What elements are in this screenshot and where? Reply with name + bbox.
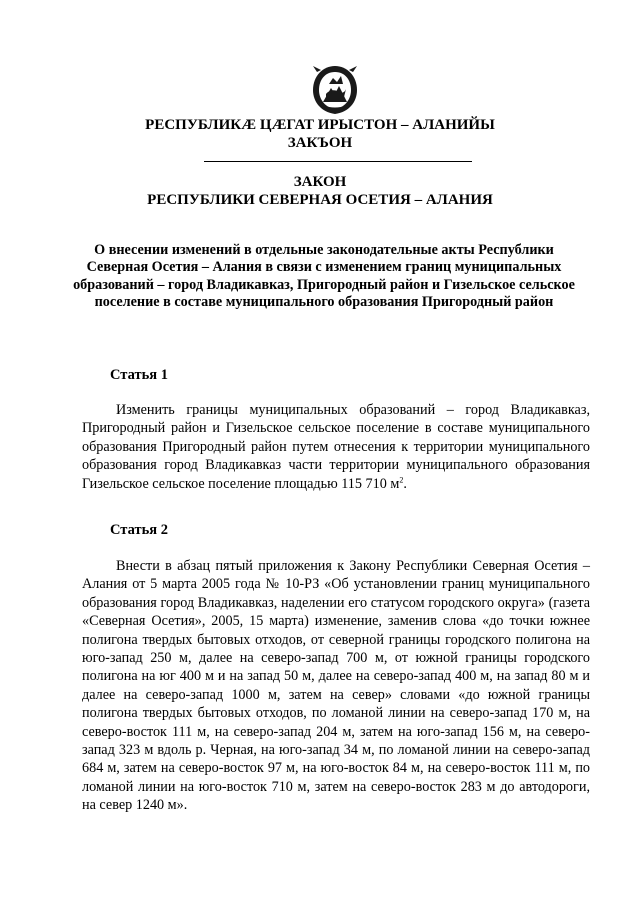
coat-of-arms-emblem — [309, 64, 361, 116]
republic-name-ossetian: РЕСПУБЛИКӔ ЦӔГАТ ИРЫСТОН – АЛАНИЙЫ — [145, 117, 495, 133]
divider-line — [204, 161, 472, 162]
law-heading-russian: ЗАКОН — [293, 174, 347, 190]
article-1-body: Изменить границы муниципальных образований – город Владикавказ, Пригородный район и Гизельское сельское поселение в составе муниципального образования Пригородный район путем отнесения к территории муниципального образования город Владикавказ части территории муниципального образования Гизельское сельское поселение площадью 115 710 м — [82, 402, 590, 492]
law-title: О внесении изменений в отдельные законодательные акты Республики Северная Осетия – Алания в связи с изменением границ муниципальных образований – город Владикавказ, Пригородный район и Гизельское сельское поселение в составе муниципального образования Пригородный район — [73, 242, 575, 311]
article-1-text — [82, 401, 590, 493]
article-1-end: . — [403, 475, 407, 492]
law-heading-ossetian: ЗАКЪОН — [287, 135, 353, 151]
article-1-heading: Статья 1 — [110, 367, 168, 383]
republic-name-russian: РЕСПУБЛИКИ СЕВЕРНАЯ ОСЕТИЯ – АЛАНИЯ — [147, 192, 493, 208]
area-unit-superscript: 2 — [399, 474, 404, 484]
article-2-heading: Статья 2 — [110, 522, 168, 538]
article-2-text: Внести в абзац пятый приложения к Закону Республики Северная Осетия – Алания от 5 марта 2005 года № 10-РЗ «Об установлении границ муниципального образования город Владикавказ, наделении его статусом городского округа» (газета «Северная Осетия», 2005, 15 марта) изменение, заменив слова «до точки южнее полигона твердых бытовых отходов, от северной границы городского полигона на юго-запад 250 м, далее на северо-запад 700 м, от южной границы городского полигона на юг 400 м и на запад 50 м, далее на северо-запад 400 м, на запад 80 м и далее на северо-запад 1000 м, затем на север» словами «до южной границы полигона твердых бытовых отходов, по ломаной линии на северо-запад 170 м, на северо-восток 111 м, на северо-запад 204 м, затем на юго-запад 156 м, на северо-запад 323 м вдоль р. Черная, на юго-запад 34 м, по ломаной линии на северо-запад 684 м, затем на северо-восток 97 м, на юго-восток 84 м, на северо-восток 111 м, по ломаной линии на юго-восток 710 м, затем на северо-восток 283 м до автодороги, на север 1240 м». — [82, 558, 590, 814]
